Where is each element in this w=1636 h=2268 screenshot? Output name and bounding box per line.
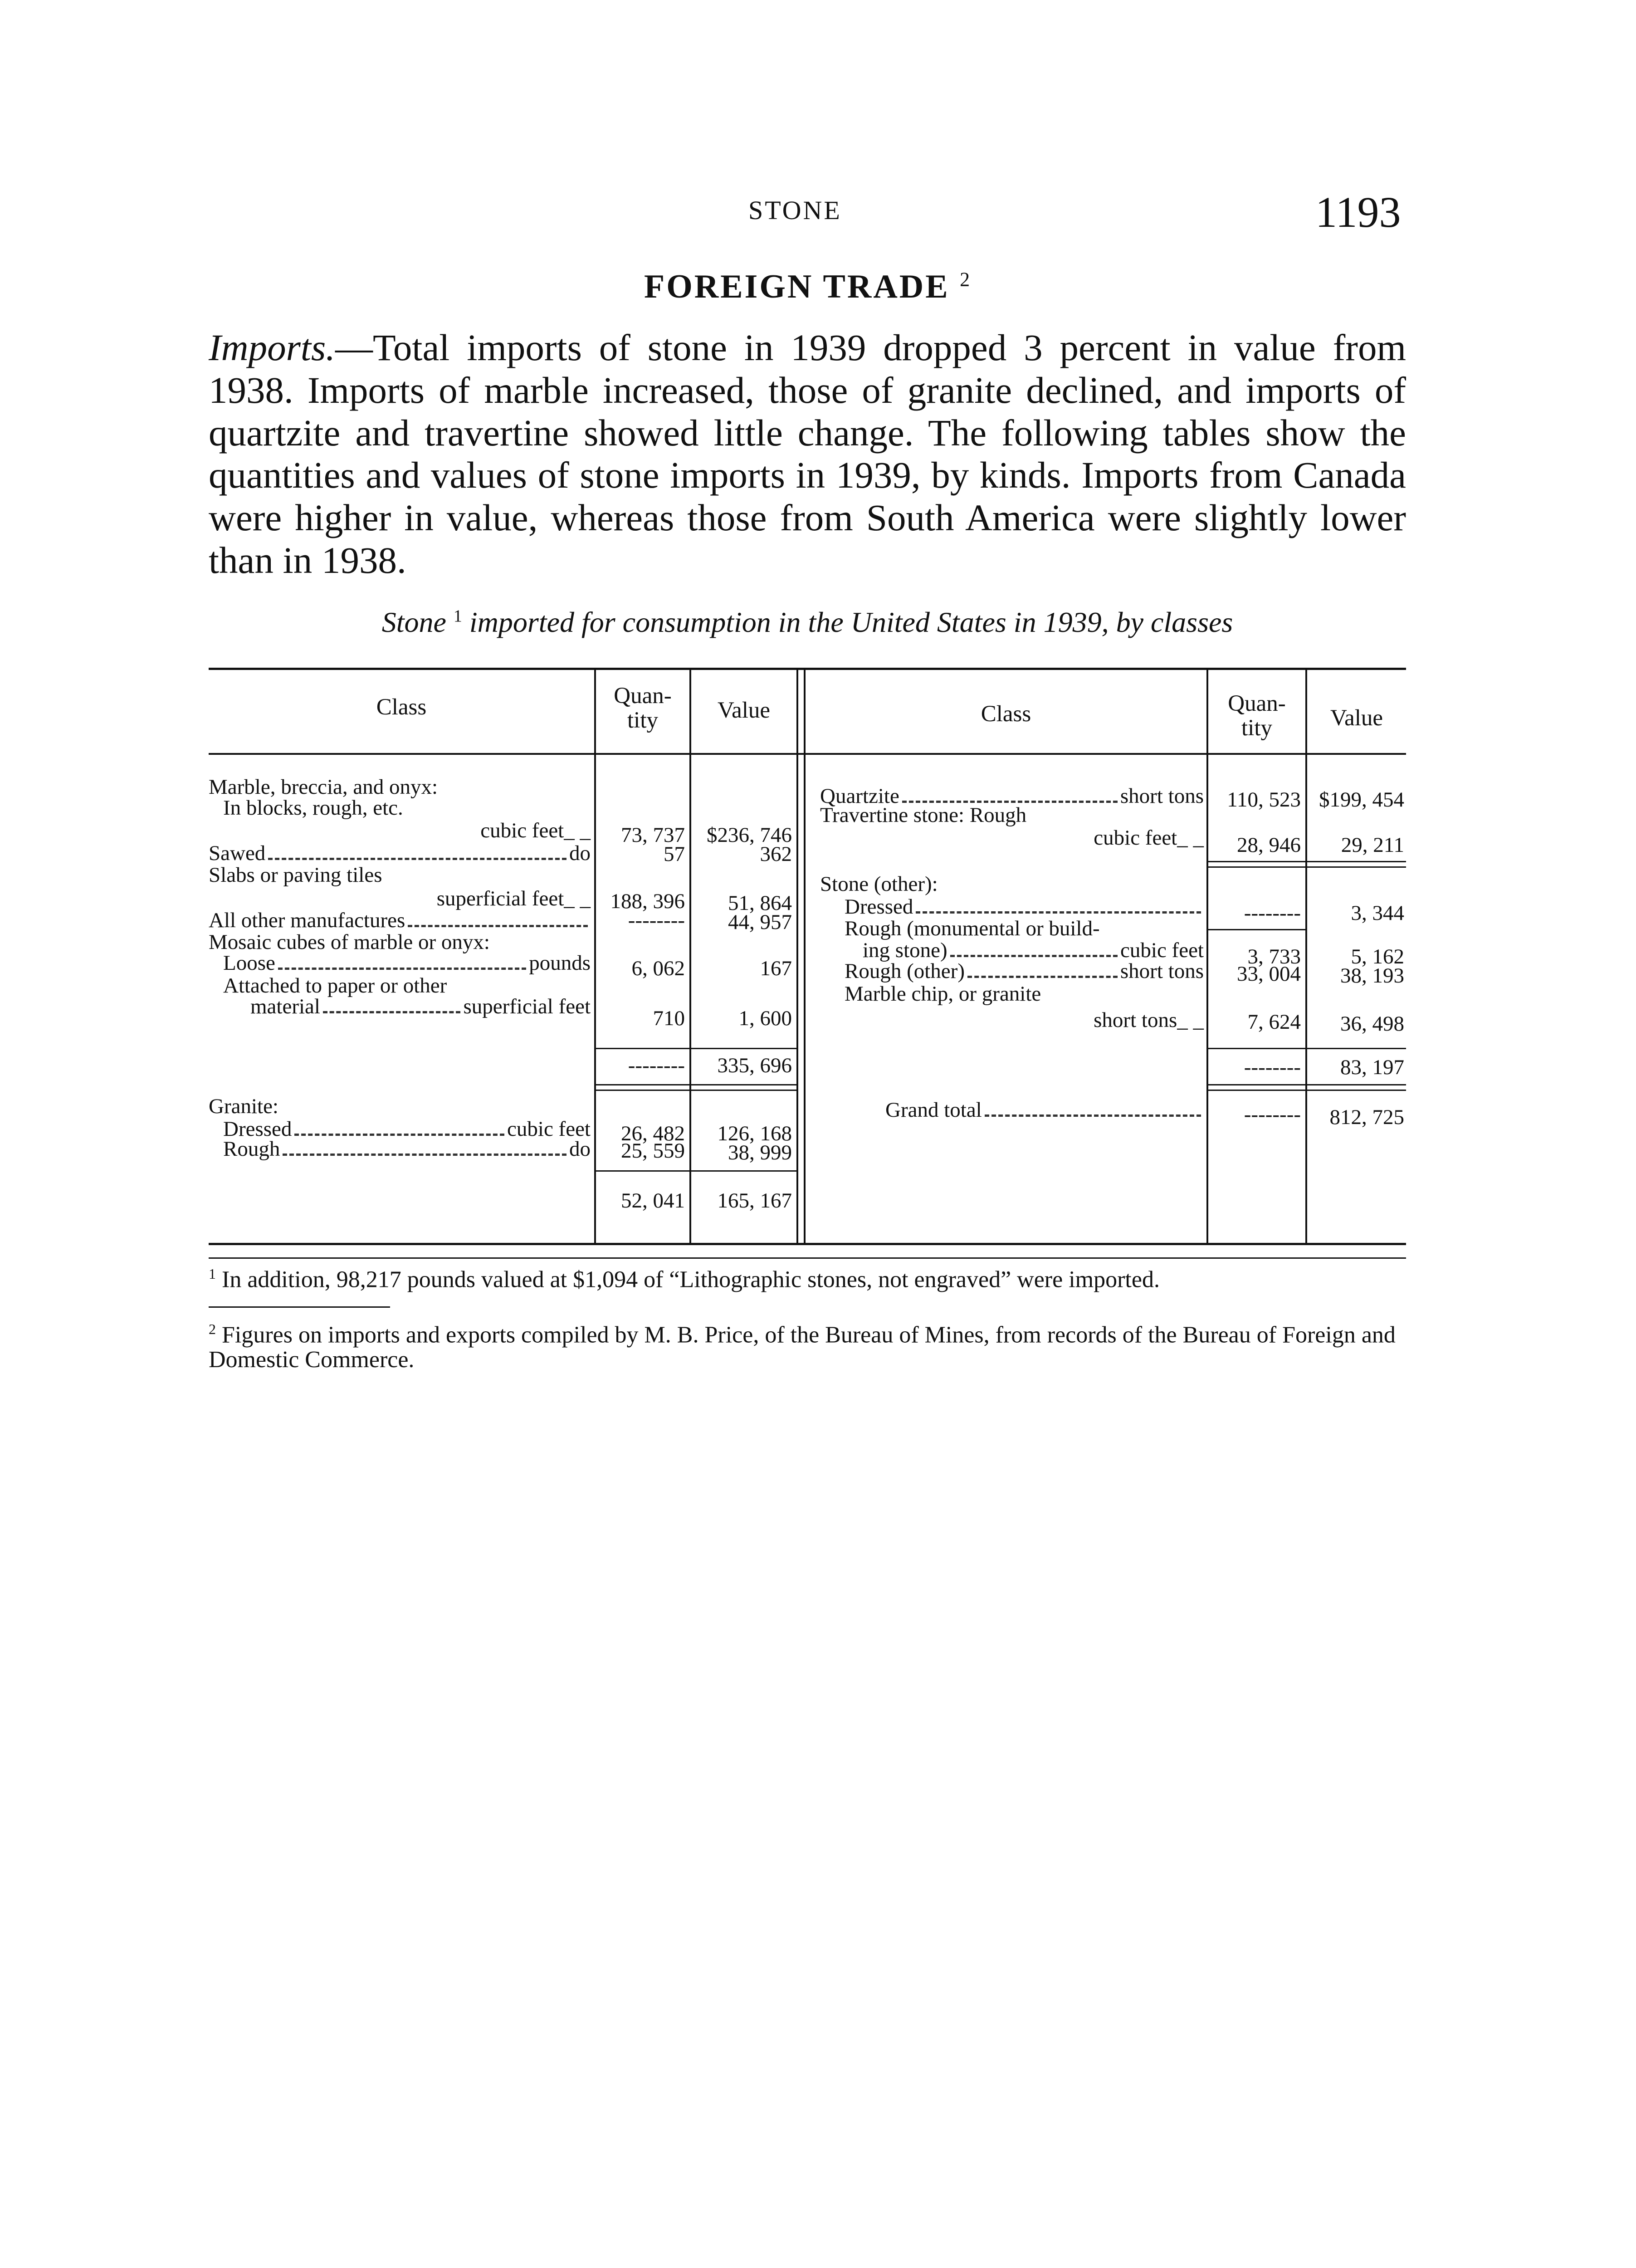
sawed-label: Sawed bbox=[209, 841, 266, 865]
loose-unit: pounds bbox=[529, 951, 591, 975]
chip-label-1: Marble chip, or granite bbox=[845, 982, 1041, 1006]
travertine-rule-2 bbox=[1208, 866, 1406, 868]
granite-rough-unit: do bbox=[569, 1137, 591, 1161]
paragraph-lead: Imports. bbox=[209, 327, 335, 368]
chip-qty: 7, 624 bbox=[1247, 1010, 1301, 1034]
granite-rough-row-label bbox=[223, 1139, 591, 1160]
granite-rough-label: Rough bbox=[223, 1137, 280, 1161]
rough-other-qty: 33, 004 bbox=[1237, 962, 1301, 986]
footnote-1 bbox=[209, 1266, 1406, 1293]
chip-value: 36, 498 bbox=[1340, 1012, 1404, 1036]
blocks-unit-text: cubic feet bbox=[480, 819, 564, 842]
slabs-label: Slabs or paving tiles bbox=[209, 863, 382, 887]
quartzite-value: $199, 454 bbox=[1319, 788, 1404, 811]
header-quantity-left-l1: Quan- bbox=[614, 683, 672, 709]
granite-total-value: 165, 167 bbox=[717, 1189, 792, 1212]
leader-dots bbox=[950, 955, 1118, 957]
footnote-2-marker: 2 bbox=[209, 1321, 216, 1337]
sawed-qty: 57 bbox=[664, 842, 685, 866]
chip-unit-text: short tons bbox=[1094, 1008, 1177, 1032]
rough-mon-unit: cubic feet bbox=[1120, 938, 1204, 962]
other-manuf-row-label bbox=[209, 910, 591, 932]
chip-unit: short tons_ _ bbox=[1094, 1008, 1204, 1032]
marble-subtotal-value: 335, 696 bbox=[717, 1054, 792, 1077]
footnote-rule bbox=[209, 1306, 390, 1308]
blocks-value: $236, 746 bbox=[707, 823, 792, 847]
leader-dots bbox=[916, 911, 1201, 914]
leader-dots bbox=[278, 968, 526, 970]
header-quantity-right-l2: tity bbox=[1241, 715, 1272, 741]
section-title-text: FOREIGN TRADE bbox=[644, 268, 950, 305]
other-manuf-qty: -------- bbox=[628, 909, 685, 932]
quartzite-unit: short tons bbox=[1120, 784, 1204, 808]
footnote-rule-upper bbox=[209, 1257, 1406, 1259]
other-dressed-label: Dressed bbox=[845, 895, 913, 919]
attached-value: 1, 600 bbox=[738, 1007, 792, 1030]
granite-dressed-unit: cubic feet bbox=[507, 1117, 591, 1141]
blocks-qty: 73, 737 bbox=[621, 823, 685, 847]
sawed-value: 362 bbox=[760, 842, 792, 866]
other-subtotal-rule-top bbox=[1208, 1048, 1406, 1049]
grand-total-value: 812, 725 bbox=[1329, 1105, 1404, 1129]
blocks-label: In blocks, rough, etc. bbox=[223, 796, 403, 820]
header-value-left: Value bbox=[717, 698, 771, 723]
footnote-1-marker: 1 bbox=[209, 1266, 216, 1282]
leader-dots bbox=[408, 925, 588, 927]
rough-mon-label-2: ing stone) bbox=[863, 938, 947, 962]
attached-label-1: Attached to paper or other bbox=[223, 974, 447, 997]
quartzite-qty: 110, 523 bbox=[1227, 788, 1301, 811]
marble-heading: Marble, breccia, and onyx: bbox=[209, 775, 438, 799]
table-caption bbox=[209, 606, 1406, 639]
slabs-value: 51, 864 bbox=[728, 891, 792, 915]
caption-footnote-ref: 1 bbox=[453, 606, 462, 626]
rough-other-value: 38, 193 bbox=[1340, 964, 1404, 987]
running-head: STONE bbox=[748, 196, 842, 225]
rough-mon-qty: 3, 733 bbox=[1247, 945, 1301, 968]
rough-other-unit: short tons bbox=[1120, 959, 1204, 983]
attached-row-label bbox=[250, 996, 591, 1018]
leader-dots bbox=[902, 801, 1118, 803]
other-dressed-qty: -------- bbox=[1244, 901, 1301, 925]
loose-row-label bbox=[223, 953, 591, 974]
grand-total-label: Grand total bbox=[885, 1098, 982, 1122]
other-manuf-value: 44, 957 bbox=[728, 910, 792, 934]
granite-total-rule bbox=[596, 1170, 796, 1172]
blocks-unit: cubic feet_ _ bbox=[480, 819, 591, 842]
loose-value: 167 bbox=[760, 957, 792, 980]
rough-other-row-label bbox=[845, 961, 1204, 982]
leader-dots bbox=[294, 1134, 504, 1136]
leader-dots bbox=[283, 1154, 566, 1156]
rough-mon-value: 5, 162 bbox=[1351, 945, 1404, 968]
mosaic-heading: Mosaic cubes of marble or onyx: bbox=[209, 930, 490, 954]
granite-rough-qty: 25, 559 bbox=[621, 1139, 685, 1163]
granite-heading: Granite: bbox=[209, 1095, 278, 1118]
imports-paragraph bbox=[209, 327, 1406, 582]
footnote-2-text: Figures on imports and exports compiled by M. B. Price, of the Bureau of Mines, from records of the Bureau of Foreign and Domestic Commerce. bbox=[209, 1322, 1396, 1373]
travertine-unit-text: cubic feet bbox=[1094, 826, 1177, 850]
header-class-right: Class bbox=[981, 701, 1031, 727]
footnote-2 bbox=[209, 1322, 1406, 1373]
table-top-rule bbox=[209, 668, 1406, 670]
attached-unit: superficial feet bbox=[463, 995, 591, 1018]
attached-qty: 710 bbox=[653, 1007, 685, 1030]
granite-dressed-value: 126, 168 bbox=[717, 1122, 792, 1145]
caption-pre: Stone bbox=[381, 606, 446, 638]
header-value-right: Value bbox=[1330, 705, 1383, 731]
col-rule-center-b bbox=[804, 670, 806, 1243]
header-class-left: Class bbox=[376, 694, 427, 720]
other-manuf-label: All other manufactures bbox=[209, 909, 405, 932]
leader-dots bbox=[323, 1011, 461, 1013]
other-dressed-row-label bbox=[845, 896, 1204, 918]
table-header-rule bbox=[209, 753, 1406, 755]
granite-dressed-label: Dressed bbox=[223, 1117, 292, 1141]
grand-total-row-label bbox=[885, 1100, 1204, 1121]
other-subtotal-rule-bottom-2 bbox=[1208, 1090, 1406, 1091]
slabs-unit: superficial feet_ _ bbox=[436, 887, 591, 910]
leader-dots bbox=[985, 1114, 1201, 1117]
marble-subtotal-rule-top bbox=[596, 1048, 796, 1049]
rough-other-label: Rough (other) bbox=[845, 959, 965, 983]
loose-qty: 6, 062 bbox=[631, 957, 685, 980]
page-number: 1193 bbox=[1315, 188, 1401, 236]
granite-total-qty: 52, 041 bbox=[621, 1189, 685, 1212]
header-quantity-left-l2: tity bbox=[627, 707, 658, 733]
slabs-qty: 188, 396 bbox=[610, 890, 685, 913]
col-rule-center-a bbox=[796, 670, 798, 1243]
loose-label: Loose bbox=[223, 951, 275, 975]
other-dressed-value: 3, 344 bbox=[1351, 901, 1404, 925]
paragraph-text: —Total imports of stone in 1939 dropped 3 percent in value from 1938. Imports of marble increased, those of granite declined, and imports of quartzite and travertine showed little change. The following tables show the quantities and values of stone imports in 1939, by kinds. Imports from Canada were higher in value, whereas those from South America were slightly lower than in 1938. bbox=[209, 327, 1406, 581]
table-bottom-rule bbox=[209, 1243, 1406, 1245]
other-subtotal-value: 83, 197 bbox=[1340, 1056, 1404, 1079]
header-quantity-right bbox=[1208, 692, 1305, 740]
section-title bbox=[644, 268, 972, 306]
attached-label-2: material bbox=[250, 995, 320, 1018]
other-dressed-rule bbox=[1208, 929, 1305, 930]
granite-rough-value: 38, 999 bbox=[728, 1141, 792, 1164]
section-footnote-ref: 2 bbox=[960, 268, 972, 291]
marble-subtotal-qty: -------- bbox=[628, 1054, 685, 1077]
slabs-unit-text: superficial feet bbox=[436, 887, 564, 910]
header-quantity-right-l1: Quan- bbox=[1228, 691, 1286, 716]
header-quantity-left bbox=[596, 684, 689, 733]
rough-mon-row-label bbox=[863, 940, 1204, 962]
travertine-label: Travertine stone: Rough bbox=[820, 803, 1027, 827]
leader-dots bbox=[967, 976, 1118, 978]
caption-post: imported for consumption in the United States in 1939, by classes bbox=[469, 606, 1233, 638]
other-stone-heading: Stone (other): bbox=[820, 872, 938, 896]
other-subtotal-rule-bottom-1 bbox=[1208, 1084, 1406, 1085]
granite-dressed-qty: 26, 482 bbox=[621, 1122, 685, 1145]
sawed-unit: do bbox=[569, 841, 591, 865]
marble-subtotal-rule-bottom-1 bbox=[596, 1084, 796, 1085]
travertine-unit: cubic feet_ _ bbox=[1094, 826, 1204, 850]
quartzite-label: Quartzite bbox=[820, 784, 899, 808]
travertine-value: 29, 211 bbox=[1341, 833, 1404, 857]
travertine-qty: 28, 946 bbox=[1237, 833, 1301, 857]
sawed-row-label bbox=[209, 843, 591, 865]
rough-mon-label-1: Rough (monumental or build- bbox=[845, 917, 1100, 940]
marble-subtotal-rule-bottom-2 bbox=[596, 1090, 796, 1091]
grand-total-qty: -------- bbox=[1244, 1103, 1301, 1126]
footnote-1-text: In addition, 98,217 pounds valued at $1,094 of “Lithographic stones, not engraved” were imported. bbox=[222, 1266, 1160, 1293]
other-subtotal-qty: -------- bbox=[1244, 1056, 1301, 1079]
leader-dots bbox=[268, 858, 566, 860]
travertine-rule-1 bbox=[1208, 861, 1406, 862]
